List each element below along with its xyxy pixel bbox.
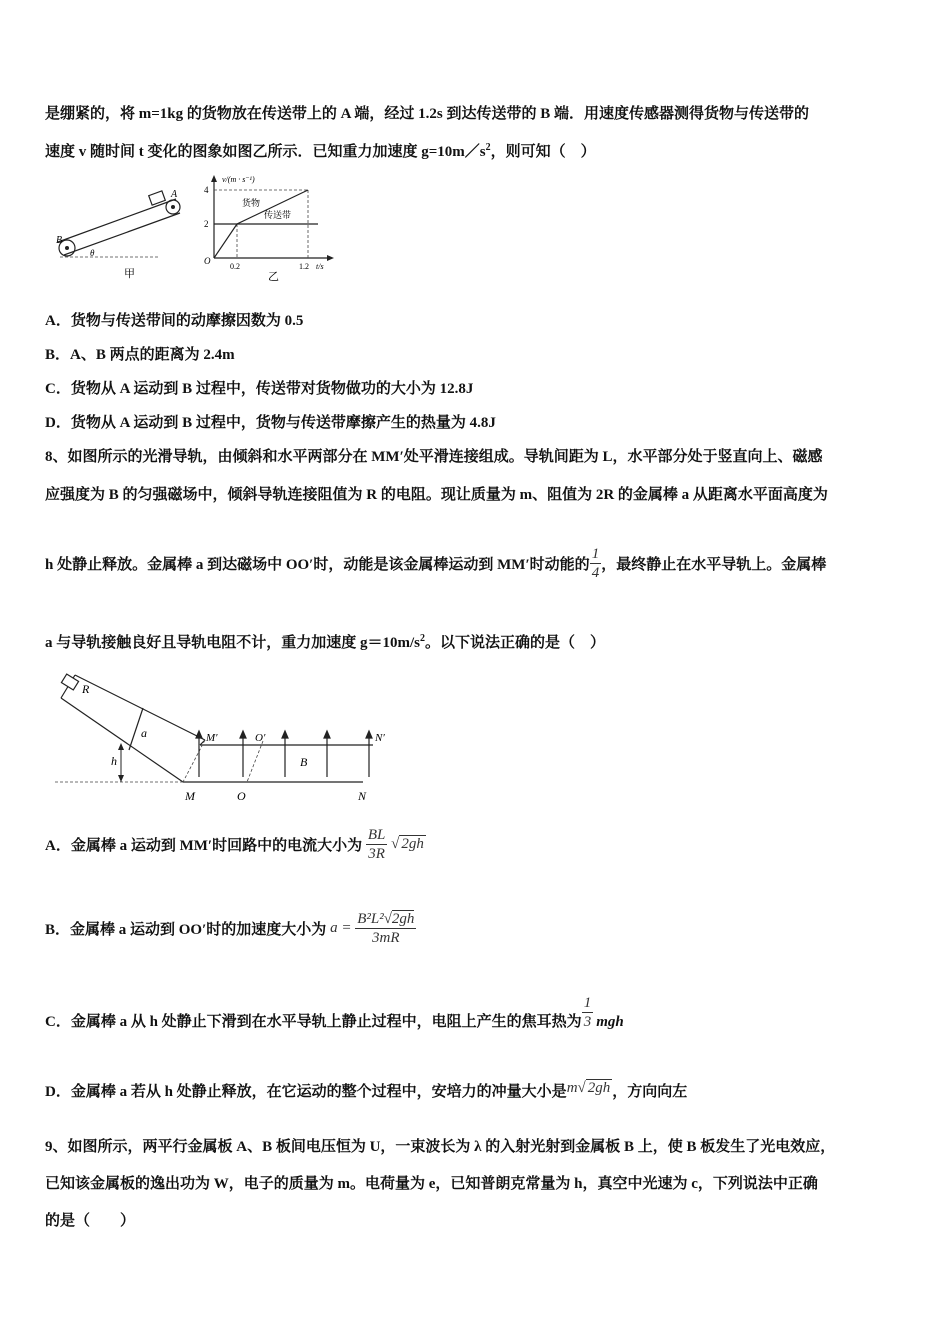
p8-option-c-den: 3 bbox=[583, 1014, 592, 1030]
p7-line-2 bbox=[45, 140, 596, 161]
figure-rails bbox=[55, 665, 400, 805]
fig-yi-t-unit: t/s bbox=[316, 262, 324, 271]
p8-option-b-lhs: a = bbox=[330, 920, 352, 936]
p8-option-c-num: 1 bbox=[583, 995, 592, 1011]
fig-yi-tick-2: 2 bbox=[204, 219, 209, 229]
p8-option-b-fraction bbox=[355, 910, 416, 947]
p8-option-d-sqrt-val: 2gh bbox=[587, 1080, 611, 1096]
p8-option-c-tail: mgh bbox=[596, 1014, 624, 1030]
p8-option-c-text: C．金属棒 a 从 h 处静止下滑到在水平导轨上静止过程中，电阻上产生的焦耳热为 bbox=[45, 1014, 582, 1030]
fig-label-o-prime: O′ bbox=[255, 732, 266, 744]
p8-option-a-sqrt-val: 2gh bbox=[401, 836, 424, 852]
fig-jia-caption: 甲 bbox=[124, 268, 135, 280]
fig-label-n: N bbox=[358, 789, 367, 803]
fig-yi-curve-goods: 货物 bbox=[242, 198, 261, 208]
p7-option-c: C．货物从 A 运动到 B 过程中，传送带对货物做功的大小为 12.8J bbox=[45, 381, 474, 397]
fig-label-h: h bbox=[111, 754, 117, 768]
fig-yi-caption: 乙 bbox=[268, 271, 279, 283]
fig-yi-curve-belt: 传送带 bbox=[264, 210, 292, 220]
p9-line-1: 9、如图所示，两平行金属板 A、B 板间电压恒为 U，一束波长为 λ 的入射光射到金属板 B 上，使 B 板发生了光电效应， bbox=[45, 1139, 836, 1155]
fig-label-a: a bbox=[141, 726, 147, 740]
p9-line-2: 已知该金属板的逸出功为 W，电子的质量为 m。电荷量为 e，已知普朗克常量为 h，真空中光速为 c，下列说法中正确 bbox=[45, 1176, 818, 1192]
fig-label-n-prime: N′ bbox=[375, 732, 385, 744]
p8-option-b bbox=[45, 910, 416, 947]
p7-line-2-text: 速度 v 随时间 t 变化的图象如图乙所示．已知重力加速度 g=10m／s bbox=[45, 144, 486, 160]
p7-line-2-tail: ，则可知（ ） bbox=[490, 144, 596, 160]
p8-option-a bbox=[45, 826, 426, 863]
p8-option-d-m: m bbox=[566, 1080, 578, 1096]
fig-jia-label-a: A bbox=[171, 189, 178, 200]
p8-option-b-den: 3mR bbox=[372, 930, 400, 946]
p7-line-1: 是绷紧的，将 m=1kg 的货物放在传送带上的 A 端，经过 1.2s 到达传送带的 B 端．用速度传感器测得货物与传送带的 bbox=[45, 106, 809, 122]
p8-line-3-tail: ，最终静止在水平导轨上。金属棒 bbox=[601, 557, 827, 573]
figure-jia bbox=[50, 185, 195, 280]
p8-option-c-fraction bbox=[582, 994, 594, 1031]
fig-label-o: O bbox=[237, 789, 246, 803]
fig-jia-angle: θ bbox=[90, 248, 95, 258]
fig-label-m-prime: M′ bbox=[206, 732, 218, 744]
p8-option-b-num-wrap: B²L²√2gh bbox=[357, 911, 415, 927]
p8-frac-den: 4 bbox=[591, 565, 600, 581]
fig-yi-tick-02: 0.2 bbox=[230, 262, 240, 271]
p8-line-3-fraction bbox=[590, 545, 602, 582]
p8-option-b-sqrt-val: 2gh bbox=[391, 911, 415, 927]
fig-label-b: B bbox=[300, 755, 308, 769]
fig-yi-tick-12: 1.2 bbox=[299, 262, 309, 271]
p7-option-b: B．A、B 两点的距离为 2.4m bbox=[45, 347, 235, 363]
p7-line-2-sup: 2 bbox=[485, 142, 491, 153]
fig-yi-origin: O bbox=[204, 256, 211, 266]
p8-option-d-text: D．金属棒 a 若从 h 处静止释放，在它运动的整个过程中，安培力的冲量大小是 bbox=[45, 1084, 567, 1100]
p8-frac-num: 1 bbox=[591, 546, 600, 562]
p8-option-d bbox=[45, 1080, 687, 1101]
fig-yi-tick-4: 4 bbox=[204, 185, 209, 195]
p8-option-c bbox=[45, 994, 624, 1031]
p9-line-3: 的是（ ） bbox=[45, 1213, 136, 1229]
fig-label-r: R bbox=[82, 682, 90, 696]
p8-line-3-text: h 处静止释放。金属棒 a 到达磁场中 OO′时，动能是该金属棒运动到 MM′时动能的 bbox=[45, 557, 590, 573]
fig-label-m: M bbox=[185, 789, 195, 803]
p7-option-a: A．货物与传送带间的动摩擦因数为 0.5 bbox=[45, 313, 304, 329]
p8-option-a-den: 3R bbox=[368, 846, 385, 862]
fig-jia-label-b: B bbox=[56, 235, 63, 246]
p8-line-4-tail: 。以下说法正确的是（ ） bbox=[425, 635, 606, 651]
p8-option-d-sqrt: √ 2gh bbox=[577, 1080, 611, 1096]
p8-option-b-text: B．金属棒 a 运动到 OO′时的加速度大小为 bbox=[45, 922, 327, 938]
p8-line-3 bbox=[45, 545, 826, 582]
p8-option-d-tail: ，方向向左 bbox=[612, 1084, 688, 1100]
p8-line-2: 应强度为 B 的匀强磁场中，倾斜导轨连接阻值为 R 的电阻。现让质量为 m、阻值为 2R 的金属棒 a 从距离水平面高度为 bbox=[45, 487, 828, 503]
p8-line-4 bbox=[45, 631, 605, 652]
p8-option-a-text: A．金属棒 a 运动到 MM′时回路中的电流大小为 bbox=[45, 838, 363, 854]
p8-option-b-num: B²L² bbox=[357, 911, 384, 927]
p8-line-4-text: a 与导轨接触良好且导轨电阻不计，重力加速度 g＝10m/s bbox=[45, 635, 421, 651]
p8-line-1: 8、如图所示的光滑导轨，由倾斜和水平两部分在 MM′处平滑连接组成。导轨间距为 L，水平部分处于竖直向上、磁感 bbox=[45, 449, 823, 465]
fig-yi-ylabel: v/(m · s⁻¹) bbox=[222, 175, 255, 184]
p8-option-a-sqrt: √ 2gh bbox=[391, 836, 424, 852]
p8-line-4-sup: 2 bbox=[420, 633, 426, 644]
p8-option-a-fraction bbox=[366, 826, 388, 863]
figure-yi bbox=[200, 172, 340, 284]
p7-option-d: D．货物从 A 运动到 B 过程中，货物与传送带摩擦产生的热量为 4.8J bbox=[45, 415, 496, 431]
p8-option-a-num: BL bbox=[367, 827, 386, 843]
